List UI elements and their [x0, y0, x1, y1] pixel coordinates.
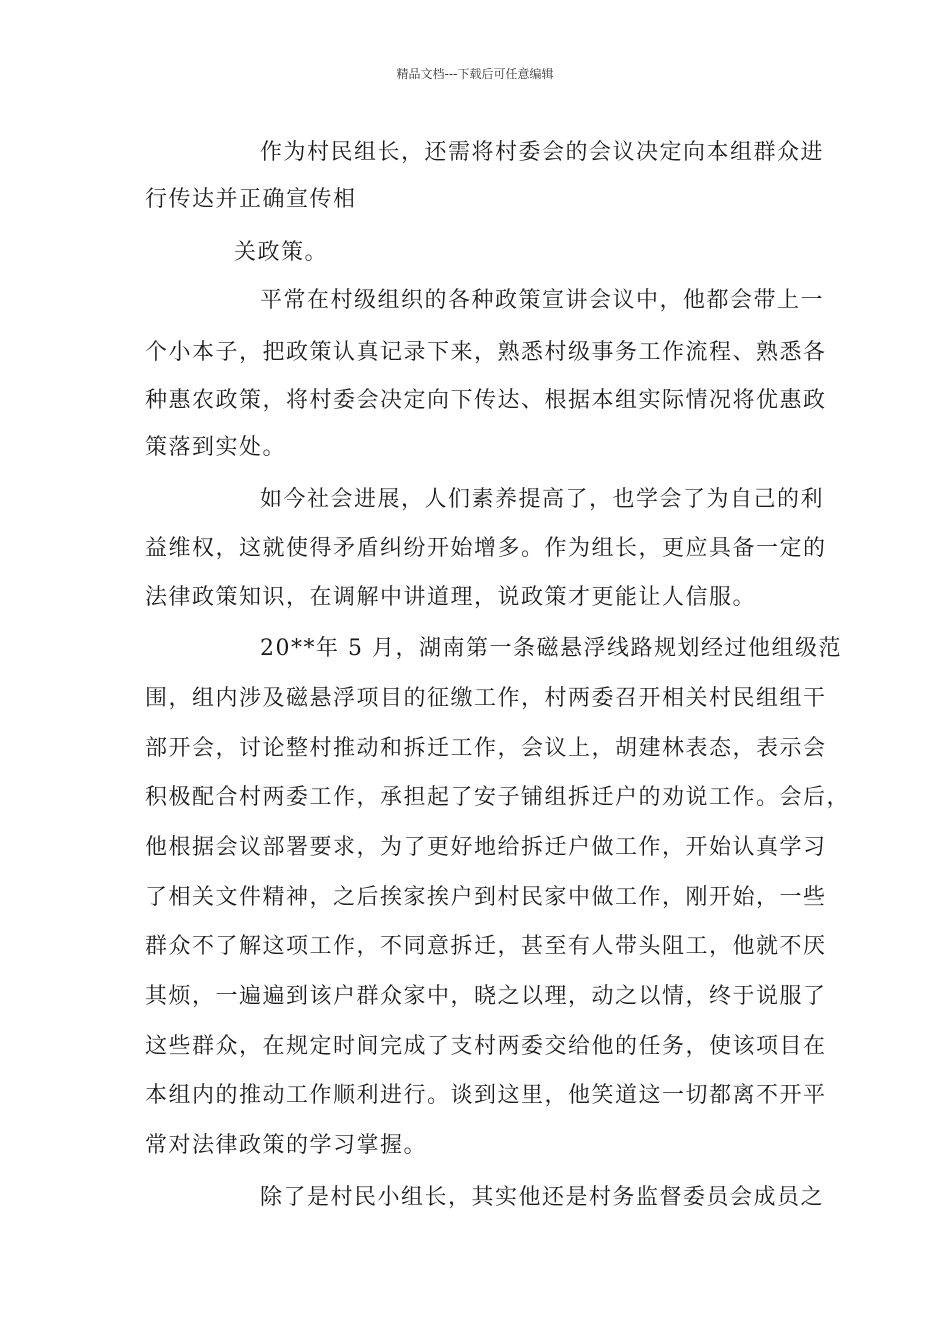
text-line-11: 20**年 5 月，湖南第一条磁悬浮线路规划经过他组级范 — [260, 636, 842, 661]
text-line-18: 其烦，一遍遍到该户群众家中，晓之以理，动之以情，终于说服了 — [145, 984, 827, 1009]
text-line-9: 益维权，这就使得矛盾纠纷开始增多。作为组长，更应具备一定的 — [145, 536, 827, 561]
text-line-21: 常对法律政策的学习掌握。 — [145, 1133, 428, 1158]
text-line-12: 围，组内涉及磁悬浮项目的征缴工作，村两委召开相关村民组组干 — [145, 686, 827, 711]
text-line-10: 法律政策知识，在调解中讲道理，说政策才更能让人信服。 — [145, 585, 757, 610]
text-line-16: 了相关文件精神，之后挨家挨户到村民家中做工作，刚开始，一些 — [145, 885, 827, 910]
text-line-6: 种惠农政策，将村委会决定向下传达、根据本组实际情况将优惠政 — [145, 388, 827, 413]
text-line-5: 个小本子，把政策认真记录下来，熟悉村级事务工作流程、熟悉各 — [145, 340, 827, 365]
text-line-20: 本组内的推动工作顺利进行。谈到这里，他笑道这一切都离不开平 — [145, 1083, 827, 1108]
text-line-22: 除了是村民小组长，其实他还是村务监督委员会成员之 — [260, 1185, 825, 1210]
text-line-15: 他根据会议部署要求，为了更好地给拆迁户做工作，开始认真学习 — [145, 835, 827, 860]
text-line-4: 平常在村级组织的各种政策宣讲会议中，他都会带上一 — [260, 288, 825, 313]
page-header: 精品文档---下载后可任意编辑 — [396, 67, 554, 81]
text-line-19: 这些群众，在规定时间完成了支村两委交给他的任务，使该项目在 — [145, 1034, 827, 1059]
text-line-3: 关政策。 — [234, 240, 329, 265]
text-line-7: 策落到实处。 — [145, 435, 287, 460]
text-line-14: 积极配合村两委工作，承担起了安子铺组拆迁户的劝说工作。会后， — [145, 785, 851, 810]
text-line-8: 如今社会进展，人们素养提高了，也学会了为自己的利 — [260, 487, 825, 512]
text-line-17: 群众不了解这项工作，不同意拆迁，甚至有人带头阻工，他就不厌 — [145, 934, 827, 959]
text-line-13: 部开会，讨论整村推动和拆迁工作，会议上，胡建林表态，表示会 — [145, 736, 827, 761]
text-line-1: 作为村民组长，还需将村委会的会议决定向本组群众进 — [260, 140, 825, 165]
text-line-2: 行传达并正确宣传相 — [145, 187, 357, 212]
